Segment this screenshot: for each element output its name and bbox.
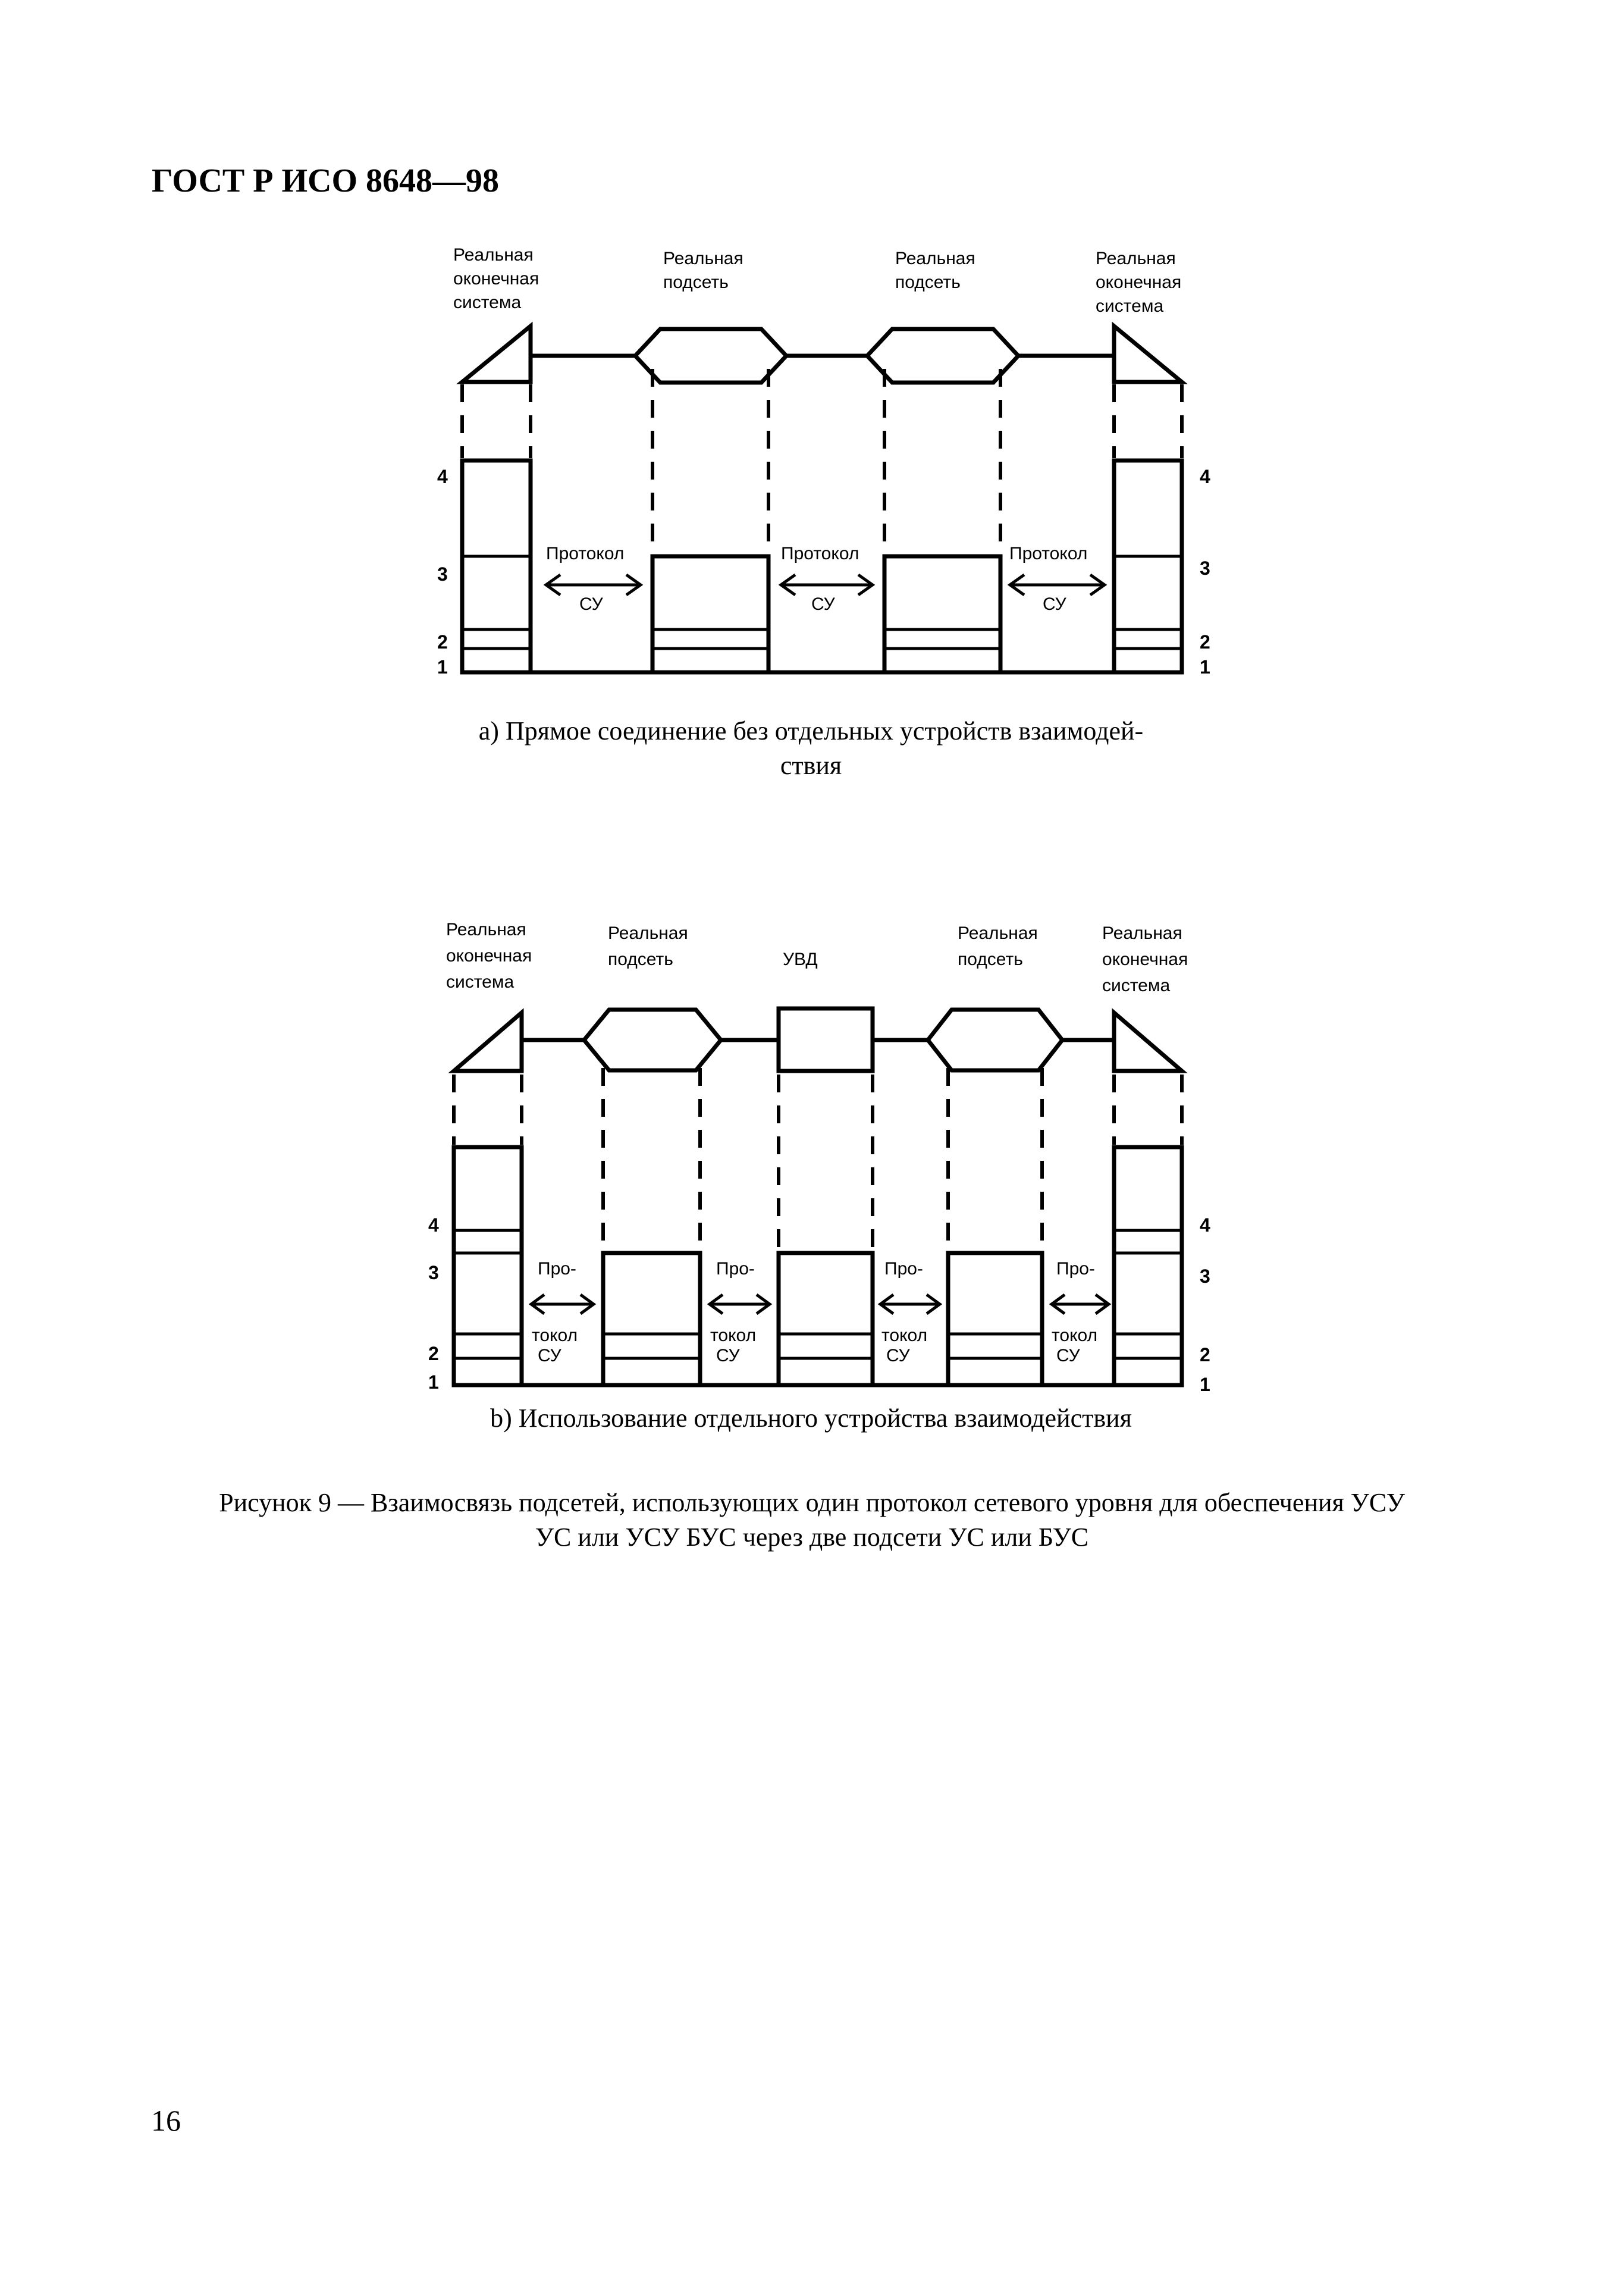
caption-diagram-a: а) Прямое соединение без отдельных устройств взаимодей- ствия — [478, 716, 1144, 780]
svg-text:оконечная: оконечная — [453, 269, 539, 289]
diagram-separate-iwu — [0, 892, 1622, 1404]
label-subnet-1 — [663, 249, 743, 292]
svg-text:подсеть: подсеть — [895, 272, 961, 292]
protocol-arrow-4 — [1052, 1259, 1109, 1365]
svg-text:Реальная: Реальная — [958, 923, 1038, 943]
label-end-system-right — [1102, 923, 1188, 995]
svg-text:1: 1 — [1200, 1374, 1210, 1395]
svg-text:2: 2 — [428, 1343, 439, 1364]
svg-text:подсеть: подсеть — [958, 950, 1023, 969]
protocol-arrow-3 — [1009, 544, 1105, 614]
stack-end-system-left — [454, 1147, 522, 1385]
svg-text:Реальная: Реальная — [1102, 923, 1182, 943]
svg-text:Про-: Про- — [1056, 1259, 1095, 1279]
label-subnet-2 — [958, 923, 1038, 969]
subnet-2-hexagon — [867, 329, 1018, 383]
svg-text:1: 1 — [437, 656, 448, 678]
svg-text:система: система — [1096, 296, 1164, 316]
svg-text:СУ: СУ — [811, 594, 835, 614]
svg-text:оконечная: оконечная — [1096, 272, 1182, 292]
label-end-system-right — [1096, 249, 1181, 316]
iwu-box — [779, 1008, 873, 1071]
end-system-left-triangle — [454, 1013, 522, 1071]
label-subnet-2 — [895, 249, 975, 292]
stack-iwu — [779, 1253, 873, 1385]
page-number: 16 — [151, 2104, 181, 2137]
protocol-arrow-2 — [710, 1259, 770, 1365]
figure-caption: Рисунок 9 — Взаимосвязь подсетей, использующих один протокол сетевого уровня для обеспечения УСУ УС или УСУ БУС через две подсети УС или БУС — [219, 1488, 1405, 1552]
svg-text:1: 1 — [1200, 656, 1210, 678]
stack-end-system-left — [462, 461, 531, 672]
svg-text:2: 2 — [1200, 631, 1210, 653]
svg-text:оконечная: оконечная — [446, 946, 532, 966]
label-subnet-1 — [608, 923, 688, 969]
svg-text:токол: токол — [881, 1326, 928, 1345]
protocol-arrow-2 — [781, 544, 873, 614]
stack-end-system-right — [1114, 1147, 1182, 1385]
stack-subnet-2 — [948, 1253, 1042, 1385]
svg-text:3: 3 — [1200, 1266, 1210, 1287]
svg-text:Про-: Про- — [538, 1259, 576, 1279]
svg-text:Реальная: Реальная — [453, 245, 534, 265]
svg-text:Про-: Про- — [716, 1259, 755, 1279]
svg-text:система: система — [446, 972, 514, 992]
dashed-guides — [454, 1068, 1182, 1255]
svg-text:система: система — [453, 293, 522, 312]
svg-text:Про-: Про- — [884, 1259, 923, 1279]
svg-text:4: 4 — [437, 466, 448, 487]
level-labels-left — [437, 466, 448, 678]
svg-text:2: 2 — [437, 631, 448, 653]
stack-subnet-2 — [884, 556, 1000, 672]
label-iwu: УВД — [783, 950, 818, 969]
svg-text:Реальная: Реальная — [446, 920, 526, 939]
svg-text:3: 3 — [437, 563, 448, 585]
protocol-arrow-1 — [546, 544, 641, 614]
end-system-right-triangle — [1114, 1013, 1182, 1071]
dashed-guides — [462, 369, 1182, 626]
svg-text:СУ: СУ — [886, 1346, 910, 1365]
protocol-arrow-1 — [531, 1259, 594, 1365]
svg-text:Реальная: Реальная — [608, 923, 688, 943]
end-system-left-triangle — [462, 326, 531, 382]
svg-text:СУ: СУ — [716, 1346, 740, 1365]
subnet-1-hexagon — [584, 1010, 721, 1070]
level-labels-right — [1200, 1214, 1210, 1395]
protocol-arrow-3 — [880, 1259, 940, 1365]
stack-subnet-1 — [603, 1253, 700, 1385]
svg-text:СУ: СУ — [1043, 594, 1066, 614]
svg-text:1: 1 — [428, 1371, 439, 1393]
svg-text:Протокол: Протокол — [546, 544, 625, 563]
svg-text:4: 4 — [428, 1214, 439, 1236]
svg-text:оконечная: оконечная — [1102, 950, 1188, 969]
end-system-right-triangle — [1114, 326, 1182, 382]
subnet-2-hexagon — [928, 1010, 1062, 1070]
svg-text:2: 2 — [1200, 1344, 1210, 1365]
stack-subnet-1 — [652, 556, 768, 672]
svg-text:система: система — [1102, 976, 1171, 995]
svg-text:Протокол: Протокол — [781, 544, 859, 563]
document-header: ГОСТ Р ИСО 8648—98 — [152, 162, 500, 199]
svg-text:СУ: СУ — [579, 594, 603, 614]
caption-diagram-b: b) Использование отдельного устройства взаимодействия — [490, 1404, 1132, 1433]
svg-text:подсеть: подсеть — [608, 950, 673, 969]
level-labels-left — [428, 1214, 439, 1393]
label-end-system-left — [453, 245, 539, 312]
svg-text:Реальная: Реальная — [1096, 249, 1176, 268]
label-end-system-left — [446, 920, 532, 992]
svg-text:4: 4 — [1200, 1214, 1210, 1236]
svg-text:токол: токол — [710, 1326, 757, 1345]
svg-text:3: 3 — [1200, 557, 1210, 579]
level-labels-right — [1200, 466, 1210, 678]
subnet-1-hexagon — [635, 329, 786, 383]
stack-end-system-right — [1114, 461, 1182, 672]
svg-text:подсеть: подсеть — [663, 272, 729, 292]
diagram-direct-connection — [0, 226, 1622, 678]
svg-text:4: 4 — [1200, 466, 1210, 487]
svg-text:3: 3 — [428, 1262, 439, 1283]
svg-text:Реальная: Реальная — [895, 249, 975, 268]
svg-text:токол: токол — [1052, 1326, 1098, 1345]
svg-text:Протокол: Протокол — [1009, 544, 1088, 563]
svg-text:СУ: СУ — [1056, 1346, 1080, 1365]
svg-text:Реальная: Реальная — [663, 249, 743, 268]
svg-text:СУ: СУ — [538, 1346, 561, 1365]
svg-text:токол: токол — [532, 1326, 578, 1345]
